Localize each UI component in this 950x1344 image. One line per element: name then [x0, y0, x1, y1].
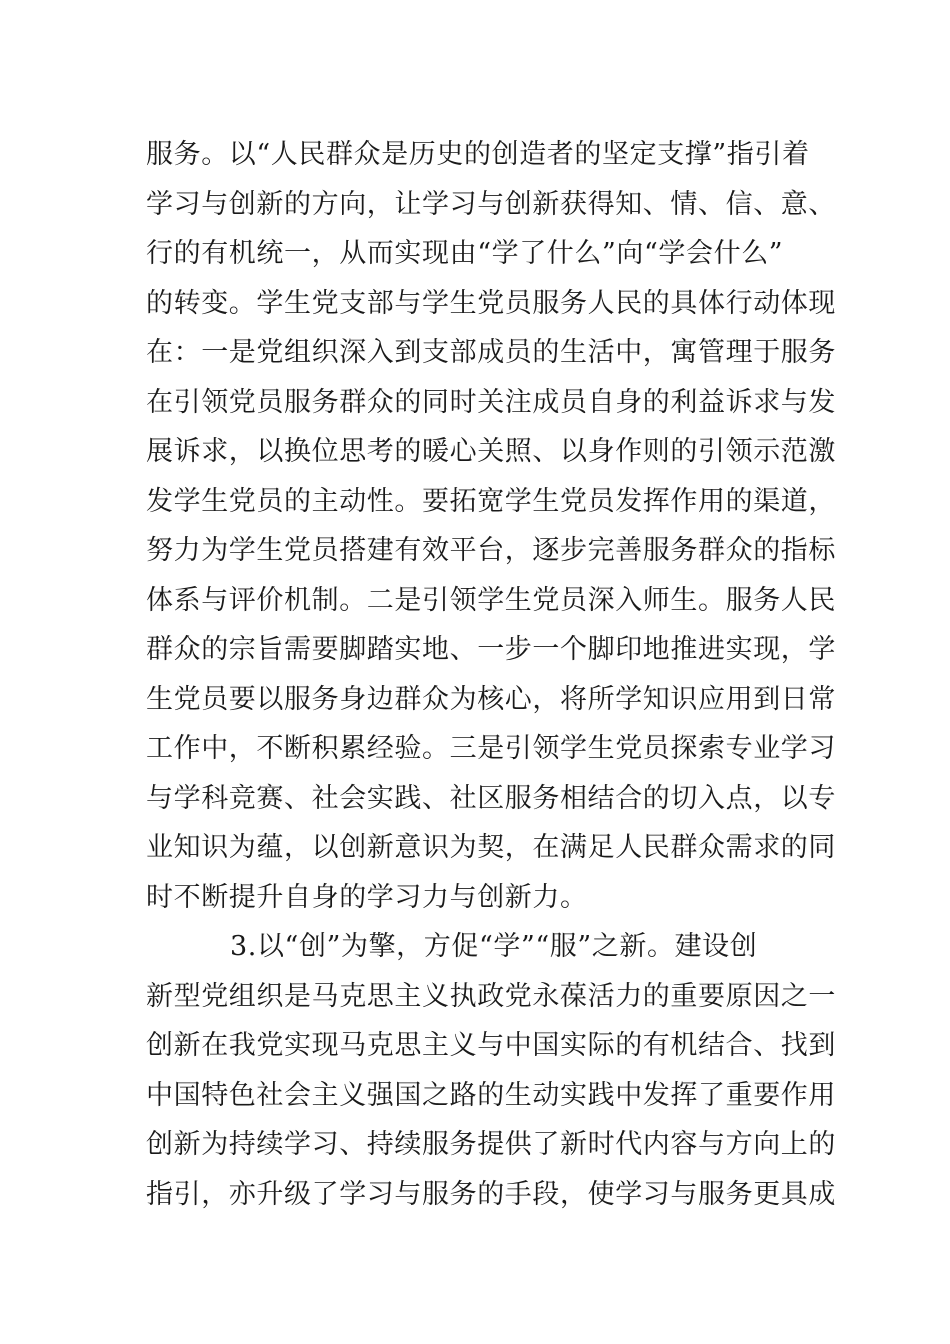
body-text [146, 130, 836, 1219]
section-heading-line: 3.以“创”为擎，方促“学”“服”之新。建设创 [230, 931, 758, 962]
text-line: 学习与创新的方向，让学习与创新获得知、情、信、意、 [146, 188, 836, 220]
text-line: 在引领党员服务群众的同时关注成员自身的利益诉求与发 [146, 386, 836, 418]
text-line: 新型党组织是马克思主义执政党永葆活力的重要原因之一 [146, 980, 836, 1012]
text-line: 群众的宗旨需要脚踏实地、一步一个脚印地推进实现，学 [146, 634, 836, 665]
text-line: 展诉求，以换位思考的暖心关照、以身作则的引领示范激 [146, 436, 836, 467]
text-line: 与学科竞赛、社会实践、社区服务相结合的切入点，以专 [146, 782, 836, 814]
text-line: 服务。以“人民群众是历史的创造者的坚定支撑”指引着 [146, 139, 810, 170]
text-line: 工作中，不断积累经验。三是引领学生党员探索专业学习 [146, 733, 836, 764]
text-line: 指引，亦升级了学习与服务的手段，使学习与服务更具成 [146, 1178, 836, 1210]
text-line: 努力为学生党员搭建有效平台，逐步完善服务群众的指标 [146, 535, 836, 566]
text-line: 行的有机统一，从而实现由“学了什么”向“学会什么” [146, 238, 784, 269]
text-line: 在：一是党组织深入到支部成员的生活中，寓管理于服务 [146, 337, 836, 368]
text-line: 发学生党员的主动性。要拓宽学生党员发挥作用的渠道， [146, 485, 836, 517]
text-line: 创新在我党实现马克思主义与中国实际的有机结合、找到 [146, 1030, 836, 1061]
text-line: 的转变。学生党支部与学生党员服务人民的具体行动体现 [146, 287, 836, 319]
text-line: 创新为持续学习、持续服务提供了新时代内容与方向上的 [146, 1129, 836, 1160]
text-line: 中国特色社会主义强国之路的生动实践中发挥了重要作用 [146, 1079, 836, 1111]
text-line: 生党员要以服务身边群众为核心，将所学知识应用到日常 [146, 683, 836, 715]
text-line: 时不断提升自身的学习力与创新力。 [146, 881, 588, 913]
text-line: 业知识为蕴，以创新意识为契，在满足人民群众需求的同 [146, 832, 836, 863]
text-line: 体系与评价机制。二是引领学生党员深入师生。服务人民 [146, 584, 836, 616]
